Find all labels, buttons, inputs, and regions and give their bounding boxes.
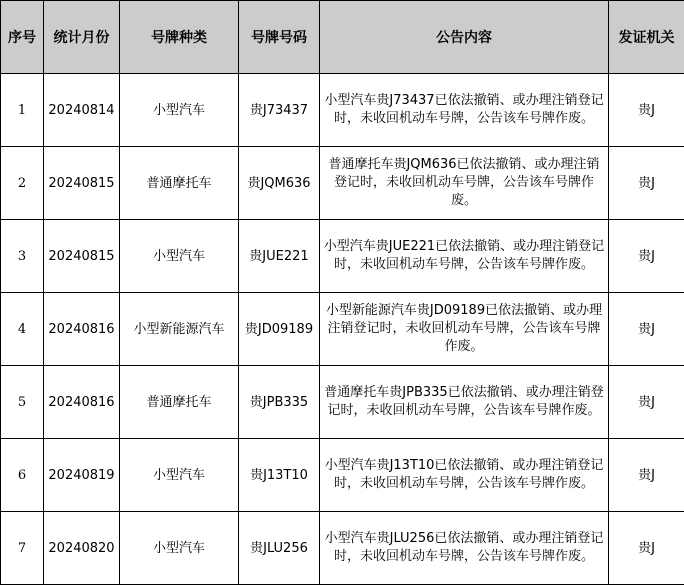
cell-plate-number: 贵J73437 [239,74,320,147]
cell-index: 4 [1,293,44,366]
cell-plate-number: 贵JUE221 [239,220,320,293]
cell-index: 6 [1,439,44,512]
cell-authority: 贵J [609,74,684,147]
cell-month: 20240815 [44,220,120,293]
cell-plate-number: 贵J13T10 [239,439,320,512]
table-row [1,74,684,147]
cell-month: 20240816 [44,293,120,366]
table-header-row [1,1,684,74]
cell-month: 20240816 [44,366,120,439]
cell-content: 普通摩托车贵JQM636已依法撤销、或办理注销登记时，未收回机动车号牌，公告该车号牌作废。 [320,147,609,220]
cell-content: 普通摩托车贵JPB335已依法撤销、或办理注销登记时，未收回机动车号牌，公告该车号牌作废。 [320,366,609,439]
cell-month: 20240820 [44,512,120,585]
cell-authority: 贵J [609,147,684,220]
cell-authority: 贵J [609,220,684,293]
header-content: 公告内容 [320,1,609,74]
cell-plate-number: 贵JQM636 [239,147,320,220]
cell-authority: 贵J [609,512,684,585]
cell-content: 小型汽车贵J73437已依法撤销、或办理注销登记时，未收回机动车号牌，公告该车号牌作废。 [320,74,609,147]
cell-plate-type: 小型汽车 [120,220,239,293]
cell-content: 小型汽车贵JLU256已依法撤销、或办理注销登记时，未收回机动车号牌，公告该车号牌作废。 [320,512,609,585]
table-row [1,512,684,585]
cell-index: 2 [1,147,44,220]
cell-index: 7 [1,512,44,585]
header-authority: 发证机关 [609,1,684,74]
header-index: 序号 [1,1,44,74]
cell-month: 20240814 [44,74,120,147]
cell-month: 20240819 [44,439,120,512]
cell-content: 小型汽车贵J13T10已依法撤销、或办理注销登记时，未收回机动车号牌，公告该车号牌作废。 [320,439,609,512]
cell-plate-number: 贵JPB335 [239,366,320,439]
table-row [1,220,684,293]
cell-authority: 贵J [609,293,684,366]
cell-plate-type: 小型新能源汽车 [120,293,239,366]
header-plate-type: 号牌种类 [120,1,239,74]
cell-content: 小型汽车贵JUE221已依法撤销、或办理注销登记时，未收回机动车号牌，公告该车号牌作废。 [320,220,609,293]
cell-authority: 贵J [609,439,684,512]
cell-authority: 贵J [609,366,684,439]
table-row [1,147,684,220]
cell-plate-number: 贵JD09189 [239,293,320,366]
cell-index: 3 [1,220,44,293]
table-row [1,366,684,439]
cell-index: 5 [1,366,44,439]
cell-plate-type: 普通摩托车 [120,147,239,220]
cell-plate-type: 小型汽车 [120,74,239,147]
cell-plate-number: 贵JLU256 [239,512,320,585]
header-plate-number: 号牌号码 [239,1,320,74]
table-row [1,439,684,512]
cell-content: 小型新能源汽车贵JD09189已依法撤销、或办理注销登记时，未收回机动车号牌，公告该车号牌作废。 [320,293,609,366]
cell-plate-type: 普通摩托车 [120,366,239,439]
cell-month: 20240815 [44,147,120,220]
cell-plate-type: 小型汽车 [120,439,239,512]
table-row [1,293,684,366]
cell-index: 1 [1,74,44,147]
header-month: 统计月份 [44,1,120,74]
cell-plate-type: 小型汽车 [120,512,239,585]
